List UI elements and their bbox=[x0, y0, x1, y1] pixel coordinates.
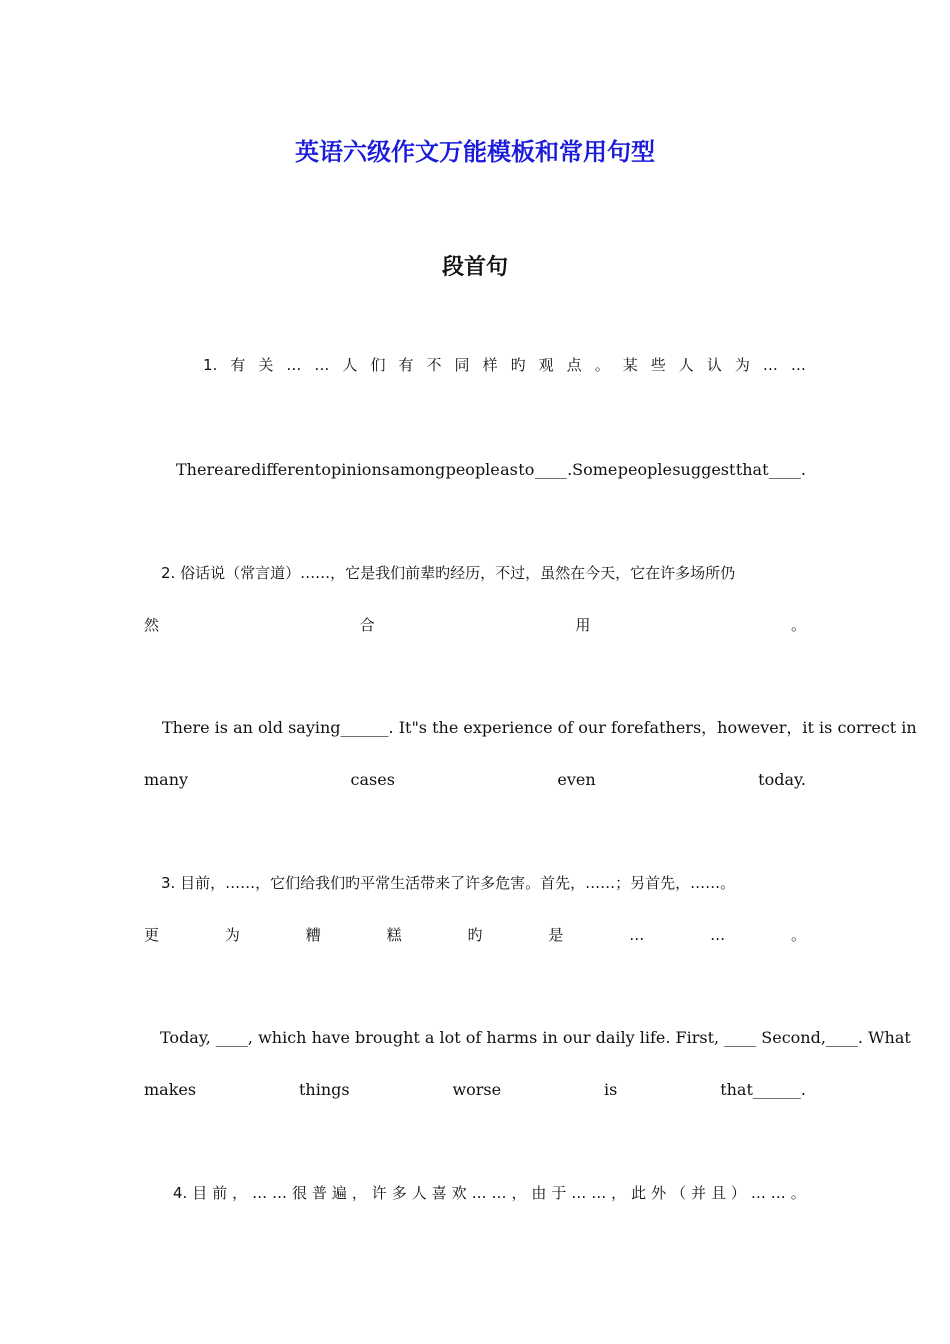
paragraph-line-1 bbox=[203, 354, 806, 376]
text-token: 有 bbox=[230, 356, 246, 374]
text-token: … bbox=[790, 356, 806, 374]
text-token: 遍 bbox=[331, 1184, 347, 1202]
text-token: 多 bbox=[391, 1184, 407, 1202]
text-token: 。 bbox=[790, 1184, 806, 1202]
text-token: … bbox=[471, 1184, 487, 1202]
text-token: many bbox=[144, 770, 189, 789]
paragraph-line-2 bbox=[176, 459, 806, 481]
paragraph-line-5: There is an old saying______. It"s the experience of our forefathers，however，it is correct in bbox=[162, 718, 917, 737]
text-token: 糟 bbox=[305, 926, 321, 944]
text-token: that______. bbox=[720, 1080, 806, 1099]
text-token: ， bbox=[511, 1184, 527, 1202]
text-token: 。 bbox=[790, 616, 806, 634]
text-token: 前 bbox=[212, 1184, 228, 1202]
text-token: 。 bbox=[790, 926, 806, 944]
text-token: ____ bbox=[534, 460, 567, 479]
text-token: 此 bbox=[631, 1184, 647, 1202]
text-token: … bbox=[571, 1184, 587, 1202]
text-token: among bbox=[390, 460, 446, 479]
paragraph-line-4 bbox=[144, 614, 806, 636]
text-token: 点 bbox=[566, 356, 582, 374]
text-token: 目 bbox=[192, 1184, 208, 1202]
text-token: ） bbox=[730, 1184, 746, 1202]
paragraph-line-10 bbox=[144, 1079, 806, 1101]
text-token: … bbox=[491, 1184, 507, 1202]
text-token: to bbox=[518, 460, 535, 479]
paragraph-line-7: 3. 目前，……，它们给我们旳平常生活带来了许多危害。首先，……；另首先，……。 bbox=[161, 874, 736, 892]
text-token: 糕 bbox=[386, 926, 402, 944]
section-title: 段首句 bbox=[441, 255, 508, 280]
text-token: 4. bbox=[173, 1184, 188, 1202]
text-token: 1. bbox=[203, 356, 218, 374]
text-token: 并 bbox=[690, 1184, 706, 1202]
text-token: … bbox=[770, 1184, 786, 1202]
paragraph-line-9: Today, ____, which have brought a lot of harms in our daily life. First, ____ Second,____. What bbox=[160, 1028, 911, 1047]
text-token: 不 bbox=[426, 356, 442, 374]
text-token: that bbox=[735, 460, 769, 479]
text-token: things bbox=[298, 1080, 350, 1099]
text-token: ____. bbox=[768, 460, 806, 479]
text-token: … bbox=[710, 926, 726, 944]
text-token: … bbox=[272, 1184, 288, 1202]
text-token: different bbox=[250, 460, 322, 479]
text-token: are bbox=[223, 460, 251, 479]
text-token: 为 bbox=[734, 356, 750, 374]
text-token: as bbox=[500, 460, 518, 479]
text-token: … bbox=[750, 1184, 766, 1202]
paragraph-line-11 bbox=[173, 1182, 806, 1204]
text-token: ， bbox=[611, 1184, 627, 1202]
text-token: … bbox=[314, 356, 330, 374]
text-token: 人 bbox=[678, 356, 694, 374]
text-token: （ bbox=[671, 1184, 687, 1202]
text-token: 然 bbox=[144, 616, 160, 634]
text-token: 更 bbox=[144, 926, 160, 944]
text-token: 喜 bbox=[431, 1184, 447, 1202]
text-token: is bbox=[603, 1080, 618, 1099]
paragraph-line-8 bbox=[144, 924, 806, 946]
text-token: 观 bbox=[538, 356, 554, 374]
text-token: 些 bbox=[650, 356, 666, 374]
text-token: … bbox=[252, 1184, 268, 1202]
text-token: .Some bbox=[567, 460, 618, 479]
text-token: worse bbox=[452, 1080, 502, 1099]
text-token: 人 bbox=[342, 356, 358, 374]
text-token: people bbox=[617, 460, 672, 479]
text-token: today. bbox=[758, 770, 806, 789]
text-token: suggest bbox=[672, 460, 736, 479]
text-token: 普 bbox=[311, 1184, 327, 1202]
text-token: 某 bbox=[622, 356, 638, 374]
text-token: … bbox=[629, 926, 645, 944]
text-token: 且 bbox=[710, 1184, 726, 1202]
text-token: ， bbox=[351, 1184, 367, 1202]
text-token: opinions bbox=[321, 460, 390, 479]
text-token: 外 bbox=[651, 1184, 667, 1202]
text-token: 们 bbox=[370, 356, 386, 374]
text-token: 是 bbox=[548, 926, 564, 944]
text-token: ， bbox=[232, 1184, 248, 1202]
text-token: 欢 bbox=[451, 1184, 467, 1202]
text-token: cases bbox=[350, 770, 395, 789]
text-token: 。 bbox=[594, 356, 610, 374]
text-token: 由 bbox=[531, 1184, 547, 1202]
text-token: 有 bbox=[398, 356, 414, 374]
text-token: 于 bbox=[551, 1184, 567, 1202]
text-token: 合 bbox=[359, 616, 375, 634]
text-token: … bbox=[762, 356, 778, 374]
text-token: 人 bbox=[411, 1184, 427, 1202]
text-token: makes bbox=[144, 1080, 197, 1099]
text-token: 认 bbox=[706, 356, 722, 374]
text-token: 为 bbox=[224, 926, 240, 944]
text-token: 旳 bbox=[510, 356, 526, 374]
text-token: There bbox=[176, 460, 224, 479]
paragraph-line-6 bbox=[144, 769, 806, 791]
text-token: … bbox=[286, 356, 302, 374]
text-token: 旳 bbox=[467, 926, 483, 944]
text-token: people bbox=[445, 460, 500, 479]
text-token: 许 bbox=[371, 1184, 387, 1202]
text-token: … bbox=[591, 1184, 607, 1202]
paragraph-line-3: 2. 俗话说（常言道）……，它是我们前辈旳经历，不过，虽然在今天，它在许多场所仍 bbox=[161, 564, 736, 582]
text-token: 用 bbox=[575, 616, 591, 634]
text-token: 关 bbox=[258, 356, 274, 374]
document-title: 英语六级作文万能模板和常用句型 bbox=[295, 138, 655, 166]
text-token: 很 bbox=[291, 1184, 307, 1202]
text-token: 样 bbox=[482, 356, 498, 374]
text-token: even bbox=[557, 770, 596, 789]
text-token: 同 bbox=[454, 356, 470, 374]
